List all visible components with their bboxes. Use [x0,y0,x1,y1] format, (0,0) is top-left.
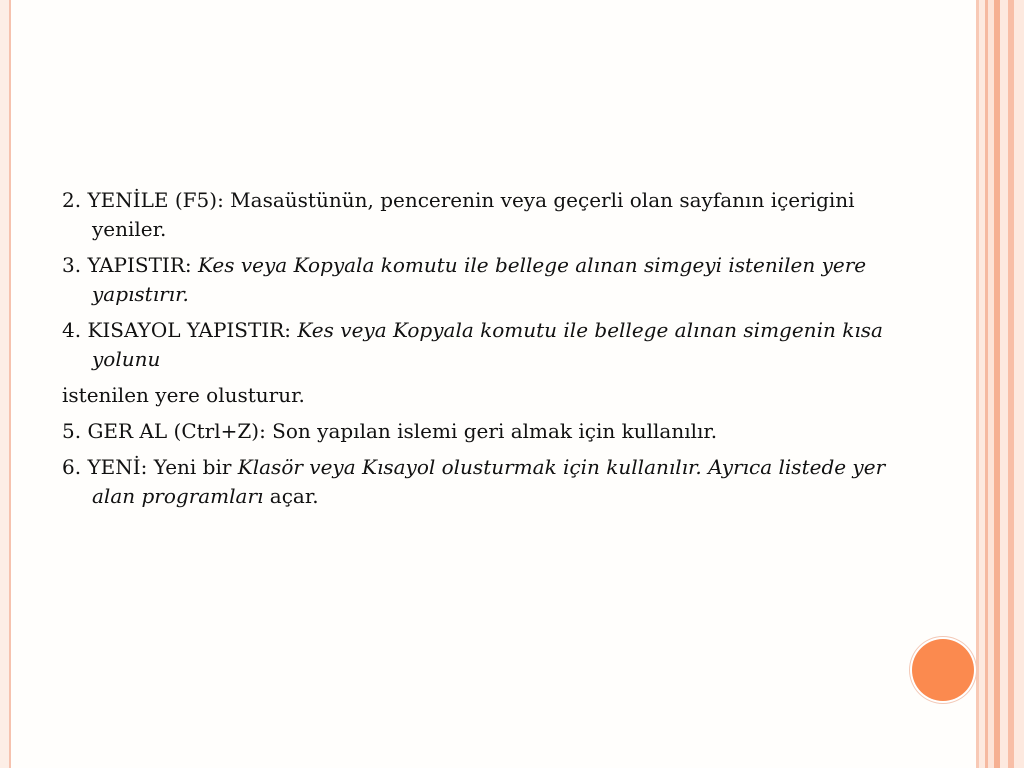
paragraph-refresh [62,186,922,244]
paragraph-lead: 5. GER AL (Ctrl+Z): Son yapılan islemi geri almak için kullanılır. [62,419,718,443]
paragraph-new [62,453,922,511]
decorative-orange-circle [912,639,974,701]
paragraph-lead: istenilen yere olusturur. [62,383,305,407]
paragraph-paste [62,251,922,309]
paragraph-italic: Klasör veya Kısayol olusturmak için kullanılır. Ayrıca listede yer alan programları [92,455,886,508]
slide-body-text [62,186,922,518]
left-border-line [9,0,11,768]
paragraph-tail: açar. [263,484,319,508]
right-stripe [1000,0,1008,768]
paragraph-lead: 4. KISAYOL YAPISTIR: [62,318,298,342]
paragraph-continuation [62,381,922,410]
paragraph-lead: 3. YAPISTIR: [62,253,198,277]
paragraph-undo [62,417,922,446]
left-border-band [0,0,9,768]
paragraph-italic: Kes veya Kopyala komutu ile bellege alınan simgeyi istenilen yere yapıstırır. [92,253,867,306]
paragraph-paste-shortcut [62,316,922,374]
paragraph-lead: 2. YENİLE (F5): Masaüstünün, pencerenin veya geçerli olan sayfanın içerigini yeniler. [62,188,855,241]
paragraph-lead: 6. YENİ: Yeni bir [62,455,238,479]
right-stripe [1014,0,1024,768]
paragraph-italic: Kes veya Kopyala komutu ile bellege alınan simgenin kısa yolunu [92,318,883,371]
